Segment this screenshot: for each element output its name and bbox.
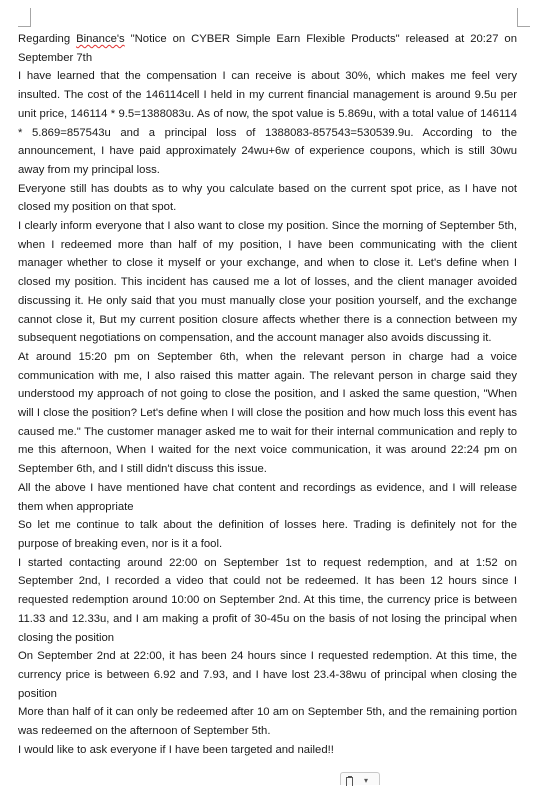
paragraph: On September 2nd at 22:00, it has been 24 hours since I requested redemption. At this time, the currency price is between 6.92 and 7.93, and I have lost 23.4-38wu of principal when closing the position [18,650,517,700]
clipboard-icon [346,776,355,786]
paragraph: I have learned that the compensation I can receive is about 30%, which makes me feel very insulted. The cost of the 146114cell I held in my current financial management is around 9.5u per unit price, 146114 * 9.5=1388083u. As of now, the spot value is 5.869u, with a total value of 146114 * 5.869=857543u and a principal loss of 1388083-857543=530539.9u. According to the announcement, I have paid approximately 24wu+6w of experience coupons, which is still 30wu away from my principal loss. [18,70,517,176]
paragraph: More than half of it can only be redeemed after 10 am on September 5th, and the remaining portion was redeemed on the afternoon of September 5th. [18,706,517,738]
paragraph: I started contacting around 22:00 on September 1st to request redemption, and at 1:52 on September 2nd, I recorded a video that could not be redeemed. It has been 12 hours since I requested redemption around 10:00 on September 2nd. At this time, the currency price is between 11.33 and 12.33u, and I am making a profit of 30-45u on the basis of not losing the principal when closing the position [18,556,517,644]
paragraph-text: Regarding [18,33,77,45]
paragraph-text: "Notice on CYBER Simple Earn Flexible Products" released at 20:27 on September 7th [18,33,517,64]
document-body[interactable] [18,30,517,759]
crop-mark-top-right [517,8,530,27]
chevron-down-icon: ▾ [364,775,369,785]
paragraph: At around 15:20 pm on September 6th, when the relevant person in charge had a voice communication with me, I also raised this matter again. The relevant person in charge said they understood my approach of not going to close the position, and I asked the same question, "When will I close the position? Let's define when I will close the position and how much loss this event has caused me." The customer manager asked me to wait for their internal communication and reply to me this afternoon, When I waited for the next voice communication, it was around 22:24 pm on September 6th, and I still didn't discuss this issue. [18,350,517,476]
paste-options-button[interactable] [340,772,380,785]
paragraph: Everyone still has doubts as to why you calculate based on the current spot price, as I have not closed my position on that spot. [18,182,517,214]
paragraph: So let me continue to talk about the definition of losses here. Trading is definitely not for the purpose of breaking even, nor is it a fool. [18,519,517,550]
paragraph: I would like to ask everyone if I have been targeted and nailed!! [18,743,334,756]
paragraph: I clearly inform everyone that I also want to close my position. Since the morning of September 5th, when I redeemed more than half of my position, I have been communicating with the client manager whether to close it myself or your exchange, and when to close it. Let's define when I closed my position. This incident has caused me a lot of losses, and the client manager avoided discussing it. He only said that you must manually close your position yourself, and the exchange cannot close it, But my current position closure affects whether there is a connection between my subsequent negotiations on compensation, and the account manager also avoids discussing it. [18,220,517,345]
paragraph: All the above I have mentioned have chat content and recordings as evidence, and I will release them when appropriate [18,481,517,513]
misspelled-word[interactable]: Binance's [76,33,125,45]
paragraph [18,30,517,67]
crop-mark-top-left [18,8,31,27]
